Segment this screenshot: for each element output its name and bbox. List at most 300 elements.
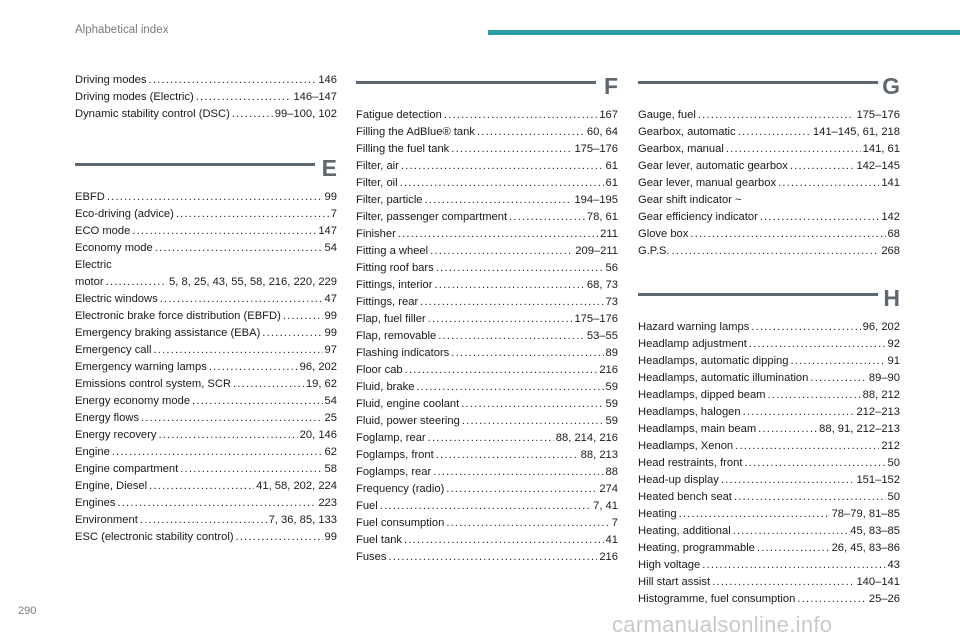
dot-leader (400, 175, 604, 192)
entry-pages: 89 (605, 347, 618, 359)
entry-term: Foglamps, front (356, 449, 434, 461)
dot-leader (451, 141, 572, 158)
header-title: Alphabetical index (75, 24, 169, 36)
dot-leader (790, 158, 855, 175)
entry-term: ESC (electronic stability control) (75, 531, 234, 543)
dot-leader (797, 591, 867, 608)
index-entry (75, 410, 337, 427)
entry-term: Gearbox, manual (638, 143, 724, 155)
entry-term: Engine compartment (75, 463, 179, 475)
entry-term: Gear efficiency indicator (638, 211, 758, 223)
index-entry (638, 489, 900, 506)
entry-pages: 58 (324, 463, 337, 475)
dot-leader (461, 396, 603, 413)
index-entry (75, 359, 337, 376)
entry-pages: 62 (324, 446, 337, 458)
index-entry (356, 328, 618, 345)
entry-pages: 54 (324, 395, 337, 407)
entry-term: Driving modes (Electric) (75, 91, 194, 103)
dot-leader (509, 209, 585, 226)
index-entry (356, 532, 618, 549)
entry-pages: 20, 146 (299, 429, 337, 441)
entry-term: Finisher (356, 228, 396, 240)
entry-pages: 43 (887, 559, 900, 571)
entry-pages: 175–176 (856, 109, 900, 121)
dot-leader (428, 311, 573, 328)
entry-term: Emergency braking assistance (EBA) (75, 327, 261, 339)
entry-pages: 216 (599, 551, 618, 563)
entry-term: Frequency (radio) (356, 483, 445, 495)
dot-leader (236, 529, 323, 546)
index-entry (75, 89, 337, 106)
entry-term: Engines (75, 497, 116, 509)
dot-leader (698, 107, 855, 124)
entry-pages: 216 (599, 364, 618, 376)
dot-leader (751, 319, 860, 336)
entry-term: Fittings, rear (356, 296, 419, 308)
index-entry (75, 291, 337, 308)
entry-pages: 141, 61 (862, 143, 900, 155)
entry-pages: 211 (600, 228, 618, 240)
entry-pages: 59 (605, 415, 618, 427)
entry-pages: 47 (324, 293, 337, 305)
entry-term: Fuel (356, 500, 378, 512)
dot-leader (233, 376, 304, 393)
entry-pages: 45, 83–85 (850, 525, 900, 537)
dot-leader (768, 387, 861, 404)
entry-term: Gauge, fuel (638, 109, 696, 121)
dot-leader (702, 557, 885, 574)
dot-leader (398, 226, 598, 243)
index-entry (356, 141, 618, 158)
entry-pages: 78–79, 81–85 (831, 508, 900, 520)
index-entry (356, 294, 618, 311)
dot-leader (744, 455, 885, 472)
entry-term: Headlamps, automatic dipping (638, 355, 789, 367)
index-entry (356, 515, 618, 532)
dot-leader (810, 370, 866, 387)
index-entry (638, 336, 900, 353)
entry-term: Filter, particle (356, 194, 423, 206)
entry-pages: 61 (605, 160, 618, 172)
dot-leader (155, 240, 323, 257)
entry-pages: 88, 214, 216 (555, 432, 618, 444)
entry-pages: 97 (324, 344, 337, 356)
dot-leader (425, 192, 573, 209)
index-column-2 (356, 72, 618, 566)
dot-leader (232, 106, 273, 123)
dot-leader (430, 243, 573, 260)
dot-leader (112, 444, 323, 461)
dot-leader (196, 89, 292, 106)
entry-term: Head restraints, front (638, 457, 743, 469)
dot-leader (791, 353, 886, 370)
dot-leader (760, 209, 880, 226)
entry-term: Heating (638, 508, 677, 520)
index-entry (356, 243, 618, 260)
dot-leader (176, 206, 329, 223)
entry-pages: 212 (881, 440, 900, 452)
dot-leader (721, 472, 855, 489)
index-entry (75, 461, 337, 478)
dot-leader (444, 107, 597, 124)
entry-term: Hazard warning lamps (638, 321, 750, 333)
dot-leader (420, 294, 603, 311)
entry-pages: 41 (605, 534, 618, 546)
dot-leader (758, 421, 817, 438)
dot-leader (132, 223, 316, 240)
entry-term: Driving modes (75, 74, 147, 86)
index-entry (75, 478, 337, 495)
entry-pages: 78, 61 (586, 211, 618, 223)
index-entry (638, 404, 900, 421)
dot-leader (380, 498, 591, 515)
entry-pages: 141–145, 61, 218 (812, 126, 900, 138)
entry-term: ECO mode (75, 225, 131, 237)
entry-term: Histogramme, fuel consumption (638, 593, 796, 605)
entry-term: Emergency warning lamps (75, 361, 207, 373)
index-entry (356, 260, 618, 277)
dot-leader (672, 243, 880, 260)
dot-leader (140, 512, 267, 529)
dot-leader (436, 260, 604, 277)
dot-leader (735, 438, 879, 455)
dot-leader (462, 413, 604, 430)
entry-term: Gearbox, automatic (638, 126, 736, 138)
entry-pages: 99 (324, 531, 337, 543)
entry-term: Fittings, interior (356, 279, 433, 291)
entry-term: Gear lever, manual gearbox (638, 177, 777, 189)
index-section (75, 72, 337, 123)
page-number: 290 (18, 605, 37, 617)
index-entry (356, 430, 618, 447)
index-entry (356, 277, 618, 294)
dot-leader (283, 308, 323, 325)
dot-leader (404, 532, 604, 549)
entry-pages: 146 (318, 74, 337, 86)
entry-pages: 92 (887, 338, 900, 350)
index-entry (638, 421, 900, 438)
dot-leader (416, 379, 603, 396)
entry-term: Heated bench seat (638, 491, 732, 503)
entry-term: Foglamps, rear (356, 466, 432, 478)
index-entry (638, 438, 900, 455)
index-entry (75, 495, 337, 512)
dot-leader (141, 410, 323, 427)
index-entry (356, 209, 618, 226)
entry-pages: 274 (599, 483, 618, 495)
entry-term: Fitting a wheel (356, 245, 429, 257)
dot-leader (158, 427, 297, 444)
entry-pages: 146–147 (293, 91, 337, 103)
section-divider (638, 293, 878, 296)
dot-leader (262, 325, 322, 342)
entry-pages: 99 (324, 310, 337, 322)
entry-pages: 7 (611, 517, 618, 529)
entry-term: Filling the fuel tank (356, 143, 450, 155)
entry-term: Flashing indicators (356, 347, 450, 359)
entry-term: Gear lever, automatic gearbox (638, 160, 788, 172)
entry-pages: 141 (881, 177, 900, 189)
section-divider (356, 81, 596, 84)
entry-pages: 68, 73 (586, 279, 618, 291)
entry-pages: 142 (881, 211, 900, 223)
index-entry (75, 342, 337, 359)
dot-leader (434, 277, 584, 294)
entry-term: Fluid, engine coolant (356, 398, 460, 410)
dot-leader (734, 489, 886, 506)
entry-pages: 68 (887, 228, 900, 240)
dot-leader (679, 506, 830, 523)
index-entry (356, 481, 618, 498)
index-section (638, 72, 900, 260)
index-entry (75, 444, 337, 461)
entry-pages: 25 (324, 412, 337, 424)
entry-pages: 54 (324, 242, 337, 254)
index-entry (75, 376, 337, 393)
index-entry (356, 498, 618, 515)
entry-term: Foglamp, rear (356, 432, 426, 444)
entry-term: Headlamp adjustment (638, 338, 747, 350)
entry-pages: 88 (605, 466, 618, 478)
entry-term: Electric windows (75, 293, 158, 305)
entry-pages: 7 (330, 208, 337, 220)
index-entry (638, 557, 900, 574)
entry-pages: 50 (887, 457, 900, 469)
entry-pages: 26, 45, 83–86 (831, 542, 900, 554)
index-entry (356, 124, 618, 141)
entry-term: Gear shift indicator ~ (638, 194, 742, 206)
index-entry (356, 226, 618, 243)
entry-term: Floor cab (356, 364, 403, 376)
dot-leader (149, 478, 254, 495)
dot-leader (446, 515, 609, 532)
entry-term: Fuses (356, 551, 387, 563)
entry-term: Headlamps, halogen (638, 406, 741, 418)
index-entry (638, 192, 900, 209)
index-entry (638, 370, 900, 387)
dot-leader (712, 574, 854, 591)
dot-leader (436, 447, 579, 464)
entry-pages: 151–152 (856, 474, 900, 486)
dot-leader (690, 226, 885, 243)
index-entry (356, 379, 618, 396)
index-entry (356, 175, 618, 192)
header-accent-bar (488, 30, 960, 35)
index-entry (638, 506, 900, 523)
entry-pages: 175–176 (574, 313, 618, 325)
entry-term: Flap, removable (356, 330, 437, 342)
dot-leader (428, 430, 554, 447)
section-divider (75, 163, 315, 166)
dot-leader (757, 540, 830, 557)
entry-pages: 88, 212 (862, 389, 900, 401)
entry-pages: 53–55 (586, 330, 618, 342)
entry-pages: 99–100, 102 (274, 108, 337, 120)
entry-pages: 7, 36, 85, 133 (268, 514, 337, 526)
dot-leader (778, 175, 879, 192)
section-letter: H (883, 285, 900, 311)
entry-term: Filter, passenger compartment (356, 211, 508, 223)
entry-term: Flap, fuel filler (356, 313, 426, 325)
section-letter: F (603, 73, 618, 99)
entry-pages: 96, 202 (299, 361, 337, 373)
index-entry (638, 226, 900, 243)
index-entry (638, 574, 900, 591)
entry-term: Headlamps, automatic illumination (638, 372, 809, 384)
section-divider (638, 81, 878, 84)
dot-leader (107, 189, 323, 206)
entry-term: Electric (75, 259, 112, 271)
index-entry (75, 393, 337, 410)
entry-pages: 142–145 (856, 160, 900, 172)
entry-term: Energy economy mode (75, 395, 191, 407)
section-header (75, 154, 337, 184)
dot-leader (433, 464, 603, 481)
entry-term: Energy recovery (75, 429, 157, 441)
dot-leader (149, 72, 317, 89)
index-entry (638, 387, 900, 404)
index-entry (638, 591, 900, 608)
dot-leader (738, 124, 811, 141)
index-section (75, 154, 337, 546)
index-entry (356, 549, 618, 566)
entry-term: G.P.S. (638, 245, 670, 257)
index-entry (356, 107, 618, 124)
index-entry (75, 206, 337, 223)
entry-pages: 223 (318, 497, 337, 509)
entry-pages: 50 (887, 491, 900, 503)
index-entry (356, 362, 618, 379)
entry-term: Filter, air (356, 160, 399, 172)
dot-leader (209, 359, 298, 376)
index-entry (638, 209, 900, 226)
index-entry (356, 464, 618, 481)
index-entry (356, 345, 618, 362)
entry-term: Hill start assist (638, 576, 711, 588)
dot-leader (192, 393, 323, 410)
dot-leader (401, 158, 604, 175)
entry-pages: 60, 64 (586, 126, 618, 138)
entry-pages: 99 (324, 191, 337, 203)
entry-pages: 91 (887, 355, 900, 367)
entry-pages: 140–141 (856, 576, 900, 588)
dot-leader (477, 124, 585, 141)
index-entry (75, 274, 337, 291)
index-entry (75, 106, 337, 123)
index-section (638, 284, 900, 608)
entry-pages: 96, 202 (862, 321, 900, 333)
entry-pages: 5, 8, 25, 43, 55, 58, 216, 220, 229 (169, 276, 337, 288)
index-entry (638, 124, 900, 141)
section-header (356, 72, 618, 102)
entry-term: Filter, oil (356, 177, 398, 189)
entry-pages: 175–176 (574, 143, 618, 155)
entry-term: Headlamps, dipped beam (638, 389, 766, 401)
index-entry (638, 141, 900, 158)
dot-leader (749, 336, 886, 353)
entry-pages: 73 (605, 296, 618, 308)
entry-term: Eco-driving (advice) (75, 208, 174, 220)
index-entry (75, 72, 337, 89)
index-entry (638, 319, 900, 336)
index-entry (75, 529, 337, 546)
entry-term: Economy mode (75, 242, 153, 254)
dot-leader (446, 481, 597, 498)
dot-leader (733, 523, 849, 540)
entry-term: Headlamps, Xenon (638, 440, 734, 452)
entry-term: Fluid, power steering (356, 415, 460, 427)
dot-leader (106, 274, 167, 291)
entry-pages: 268 (881, 245, 900, 257)
index-entry (75, 512, 337, 529)
entry-pages: 212–213 (856, 406, 900, 418)
entry-term: Fitting roof bars (356, 262, 434, 274)
section-header (638, 284, 900, 314)
entry-pages: 7, 41 (593, 500, 618, 512)
entry-pages: 99 (324, 327, 337, 339)
index-entry (638, 455, 900, 472)
dot-leader (451, 345, 603, 362)
index-entry (638, 523, 900, 540)
entry-pages: 59 (605, 381, 618, 393)
entry-term: motor (75, 276, 104, 288)
entry-term: Engine (75, 446, 110, 458)
entry-term: Head-up display (638, 474, 719, 486)
section-letter: G (882, 73, 900, 99)
entry-pages: 167 (599, 109, 618, 121)
entry-term: High voltage (638, 559, 701, 571)
index-section (356, 72, 618, 566)
index-entry (356, 413, 618, 430)
entry-pages: 41, 58, 202, 224 (256, 480, 337, 492)
entry-pages: 88, 91, 212–213 (819, 423, 900, 435)
entry-term: EBFD (75, 191, 105, 203)
index-entry (356, 158, 618, 175)
entry-term: Fuel consumption (356, 517, 445, 529)
index-entry (638, 353, 900, 370)
index-entry (356, 447, 618, 464)
entry-pages: 89–90 (868, 372, 900, 384)
entry-term: Glove box (638, 228, 689, 240)
entry-term: Headlamps, main beam (638, 423, 757, 435)
index-column-1 (75, 72, 337, 546)
index-entry (75, 325, 337, 342)
entry-term: Filling the AdBlue® tank (356, 126, 475, 138)
index-entry (638, 158, 900, 175)
dot-leader (160, 291, 323, 308)
dot-leader (388, 549, 597, 566)
entry-term: Energy flows (75, 412, 140, 424)
dot-leader (405, 362, 598, 379)
watermark: carmanualsonline.info (612, 612, 833, 637)
entry-term: Heating, additional (638, 525, 731, 537)
dot-leader (743, 404, 855, 421)
index-entry (638, 107, 900, 124)
entry-term: Fluid, brake (356, 381, 415, 393)
entry-term: Heating, programmable (638, 542, 755, 554)
dot-leader (117, 495, 316, 512)
entry-term: Electronic brake force distribution (EBFD) (75, 310, 281, 322)
entry-term: Environment (75, 514, 138, 526)
index-entry (638, 243, 900, 260)
entry-pages: 194–195 (574, 194, 618, 206)
index-entry (75, 257, 337, 274)
entry-pages: 56 (605, 262, 618, 274)
index-entry (75, 308, 337, 325)
index-entry (356, 311, 618, 328)
index-entry (75, 240, 337, 257)
